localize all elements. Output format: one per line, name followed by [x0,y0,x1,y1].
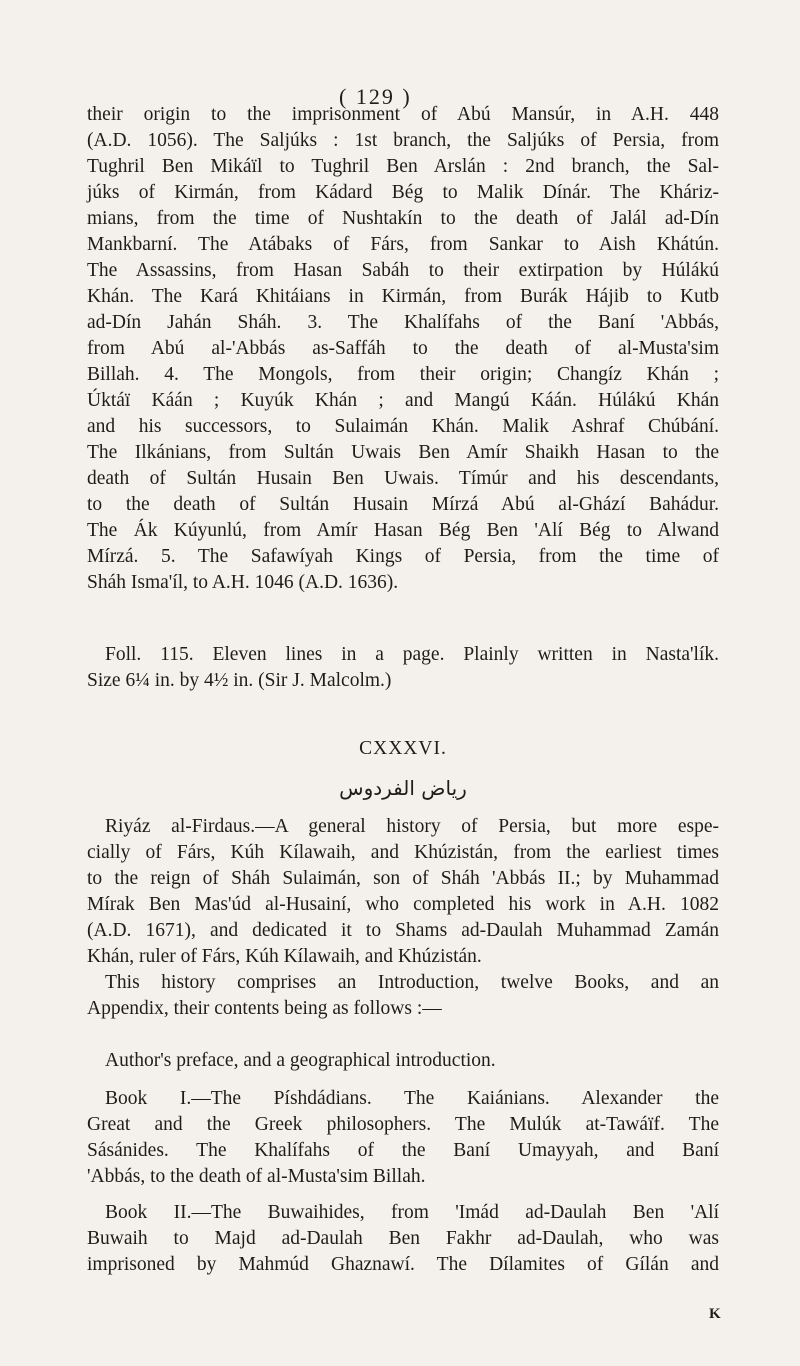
text-line: júks of Kirmán, from Kádard Bég to Malik Dínár. The Kháriz- [87,182,719,203]
text-line: from Abú al-'Abbás as-Saffáh to the death of al-Musta'sim [87,338,719,359]
section-heading: CXXXVI. [359,738,447,759]
text-line: Appendix, their contents being as follows :— [87,998,442,1019]
text-line: Mírzá. 5. The Safawíyah Kings of Persia, from the time of [87,546,719,567]
paragraph-authors-preface [87,1048,719,1074]
text-line: Author's preface, and a geographical introduction. [105,1050,496,1071]
paragraph-riyaz-al-firdaus [87,814,719,970]
text-line: Size 6¼ in. by 4½ in. (Sir J. Malcolm.) [87,670,392,691]
text-line: (A.D. 1056). The Saljúks : 1st branch, the Saljúks of Persia, from [87,130,719,151]
text-line: Book II.—The Buwaihides, from 'Imád ad-Daulah Ben 'Alí [105,1202,719,1223]
text-line: Úktáï Káán ; Kuyúk Khán ; and Mangú Káán. Húlákú Khán [87,390,719,411]
text-line: Buwaih to Majd ad-Daulah Ben Fakhr ad-Daulah, who was [87,1228,719,1249]
text-line: ad-Dín Jahán Sháh. 3. The Khalífahs of the Baní 'Abbás, [87,312,719,333]
text-line: Khán, ruler of Fárs, Kúh Kílawaih, and Khúzistán. [87,946,482,967]
text-line: Khán. The Kará Khitáians in Kirmán, from Burák Hájib to Kutb [87,286,719,307]
text-line: 'Abbás, to the death of al-Musta'sim Billah. [87,1166,426,1187]
text-line: The Ilkánians, from Sultán Uwais Ben Amír Shaikh Hasan to the [87,442,719,463]
text-line: Sásánides. The Khalífahs of the Baní Umayyah, and Baní [87,1140,719,1161]
text-line: The Assassins, from Hasan Sabáh to their extirpation by Húlákú [87,260,719,281]
text-line: mians, from the time of Nushtakín to the death of Jalál ad-Dín [87,208,719,229]
page-number: ( 129 ) [339,84,412,109]
text-line: The Ák Kúyunlú, from Amír Hasan Bég Ben 'Alí Bég to Alwand [87,520,719,541]
paragraph-book-1 [87,1086,719,1190]
text-line: Sháh Isma'íl, to A.H. 1046 (A.D. 1636). [87,572,399,593]
text-line: Tughril Ben Mikáïl to Tughril Ben Arslán : 2nd branch, the Sal- [87,156,719,177]
text-line: death of Sultán Husain Ben Uwais. Tímúr and his descendants, [87,468,719,489]
text-line: Riyáz al-Firdaus.—A general history of Persia, but more espe- [105,816,719,837]
text-line: Foll. 115. Eleven lines in a page. Plainly written in Nasta'lík. [105,644,719,665]
text-line: (A.D. 1671), and dedicated it to Shams ad-Daulah Muhammad Zamán [87,920,719,941]
text-line: Mírak Ben Mas'úd al-Husainí, who completed his work in A.H. 1082 [87,894,719,915]
text-line: to the death of Sultán Husain Mírzá Abú al-Ghází Bahádur. [87,494,719,515]
text-line: and his successors, to Sulaimán Khán. Malik Ashraf Chúbání. [87,416,719,437]
text-line: cially of Fárs, Kúh Kílawaih, and Khúzistán, from the earliest times [87,842,719,863]
text-line: imprisoned by Mahmúd Ghaznawí. The Dílamites of Gílán and [87,1254,719,1275]
text-line: Billah. 4. The Mongols, from their origin; Changíz Khán ; [87,364,719,385]
signature-mark: K [709,1306,721,1322]
paragraph-1 [87,102,719,596]
text-line: This history comprises an Introduction, twelve Books, and an [105,972,719,993]
text-line: to the reign of Sháh Sulaimán, son of Sháh 'Abbás II.; by Muhammad [87,868,719,889]
text-line: Great and the Greek philosophers. The Mulúk at-Tawáïf. The [87,1114,719,1135]
paragraph-book-2 [87,1200,719,1278]
paragraph-manuscript-description [87,642,719,694]
text-line: Mankbarní. The Atábaks of Fárs, from Sankar to Aish Khátún. [87,234,719,255]
text-line: Book I.—The Píshdádians. The Kaiánians. Alexander the [105,1088,719,1109]
arabic-title: رياض الفردوس [339,776,467,800]
paragraph-contents-intro [87,970,719,1022]
text-line: their origin to the imprisonment of Abú Mansúr, in A.H. 448 [87,104,719,125]
